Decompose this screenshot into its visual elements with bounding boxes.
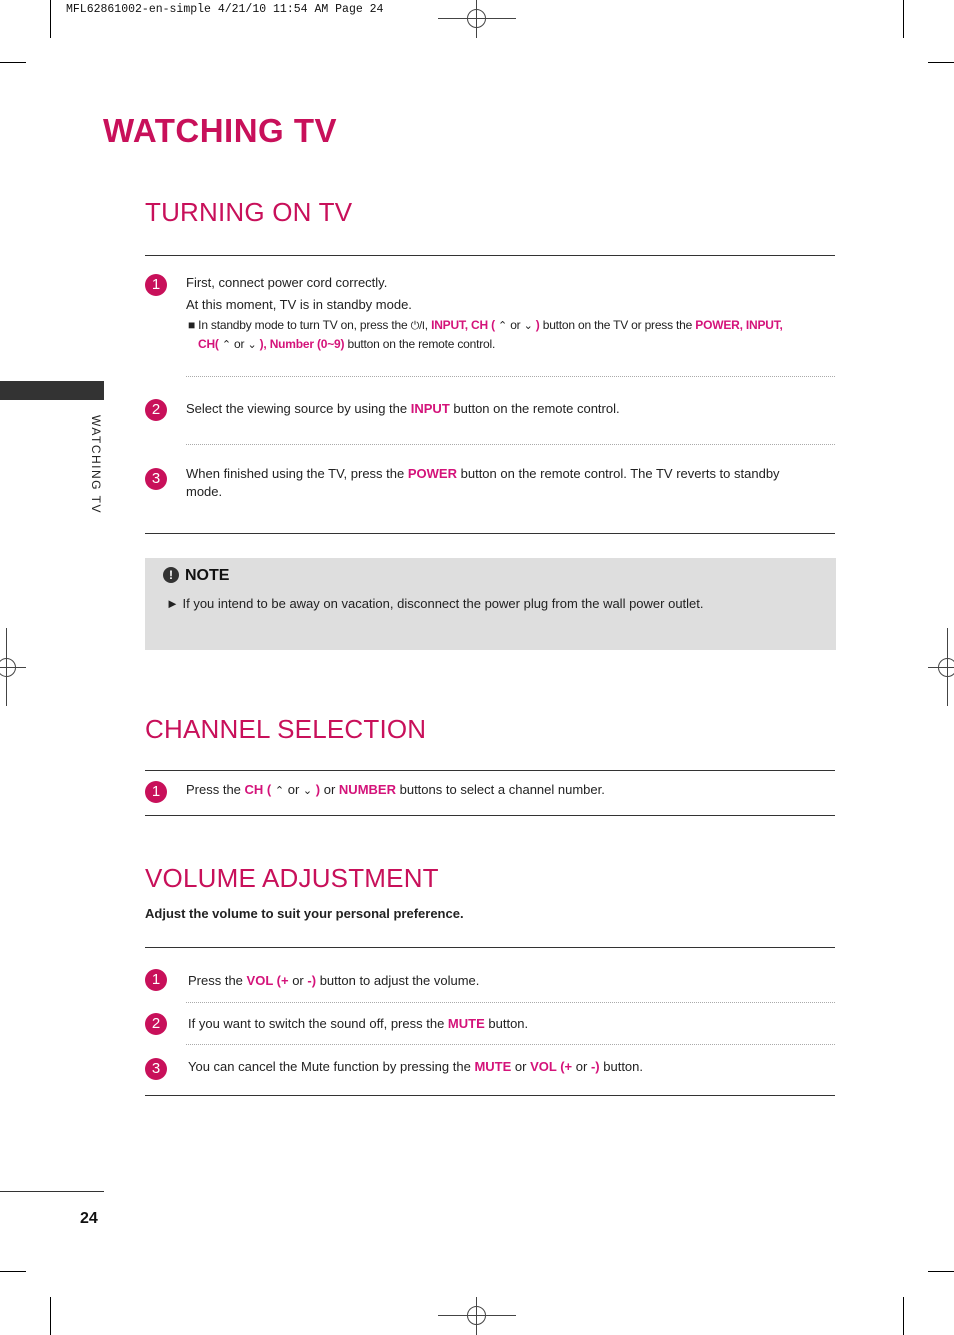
step-text-part: Press the — [186, 782, 241, 797]
down-arrow-icon: ⌄ — [302, 785, 313, 797]
keyword: -) — [307, 973, 317, 988]
section-rule — [145, 770, 835, 771]
up-arrow-icon: ⌃ — [274, 785, 285, 797]
step-text — [186, 782, 605, 797]
crop-mark — [50, 1297, 51, 1335]
step-text-part: buttons to select a channel number. — [399, 782, 605, 797]
keyword: -) — [590, 1059, 600, 1074]
keyword: VOL (+ — [246, 973, 289, 988]
step-number: 2 — [145, 1013, 167, 1035]
step-text: mode. — [186, 484, 223, 499]
crop-mark — [928, 62, 954, 63]
crop-mark — [0, 62, 26, 63]
keyword: CH ( — [244, 782, 272, 797]
step-number: 1 — [145, 781, 167, 803]
keyword: MUTE — [474, 1059, 512, 1074]
up-arrow-icon: ⌃ — [498, 320, 508, 332]
step-text — [188, 1059, 643, 1074]
note-title: NOTE — [185, 567, 230, 584]
step-text-part: Select the viewing source by using the — [186, 401, 408, 416]
down-arrow-icon: ⌄ — [523, 320, 533, 332]
keyword: NUMBER — [338, 782, 396, 797]
keyword: ), Number (0~9) — [259, 337, 345, 351]
section-rule — [145, 255, 835, 256]
step-text-part: or — [292, 973, 304, 988]
keyword: CH( — [198, 337, 219, 351]
step-text-part: or — [514, 1059, 527, 1074]
step-text — [188, 973, 479, 988]
step-text — [186, 466, 780, 481]
step-number: 1 — [145, 274, 167, 296]
step-text: First, connect power cord correctly. — [186, 275, 388, 290]
step-text-part: button on the remote control. The TV reverts to standby — [460, 466, 780, 481]
crop-mark — [928, 1271, 954, 1272]
keyword: ) — [535, 318, 540, 332]
step-text-part: button on the remote control. — [453, 401, 620, 416]
sidebar-tab — [0, 381, 104, 400]
subnote-text: ■ In standby mode to turn TV on, press the — [188, 318, 408, 332]
step-text-part: button to adjust the volume. — [319, 973, 480, 988]
sidebar-label: WATCHING TV — [89, 415, 103, 514]
step-text-part: Press the — [188, 973, 243, 988]
subnote-text: button on the remote control. — [347, 337, 496, 351]
step-text-part: If you want to switch the sound off, press the — [188, 1016, 445, 1031]
keyword: VOL (+ — [530, 1059, 573, 1074]
section-rule — [145, 1095, 835, 1096]
step-text: At this moment, TV is in standby mode. — [186, 297, 412, 312]
crop-mark — [903, 1297, 904, 1335]
up-arrow-icon: ⌃ — [221, 339, 231, 351]
section-title-volume: VOLUME ADJUSTMENT — [145, 863, 439, 893]
keyword: INPUT, CH ( — [431, 318, 495, 332]
keyword: MUTE — [447, 1016, 485, 1031]
step-text-part: or — [575, 1059, 588, 1074]
section-title-channel: CHANNEL SELECTION — [145, 714, 427, 744]
section-title-turning-on: TURNING ON TV — [145, 197, 353, 227]
step-subnote — [188, 318, 783, 333]
subnote-text: , — [424, 318, 428, 332]
keyword: INPUT — [410, 401, 450, 416]
crop-mark — [50, 0, 51, 38]
section-rule — [145, 533, 835, 534]
page-number: 24 — [80, 1210, 98, 1227]
crop-mark — [0, 1271, 26, 1272]
crop-mark — [903, 0, 904, 38]
warning-icon: ! — [163, 567, 179, 583]
step-text — [188, 1016, 528, 1031]
subnote-text: button on the TV or press the — [542, 318, 693, 332]
subnote-text: or — [234, 337, 245, 351]
keyword: POWER, INPUT, — [695, 318, 783, 332]
keyword: ) — [315, 782, 321, 797]
down-arrow-icon: ⌄ — [247, 339, 257, 351]
step-text-part: You can cancel the Mute function by pressing the — [188, 1059, 471, 1074]
divider — [186, 1044, 835, 1045]
page-title: WATCHING TV — [103, 112, 338, 149]
keyword: POWER — [407, 466, 457, 481]
section-rule — [145, 947, 835, 948]
step-text-part: button. — [603, 1059, 644, 1074]
step-number: 2 — [145, 399, 167, 421]
section-subtitle: Adjust the volume to suit your personal preference. — [145, 906, 464, 921]
divider — [186, 444, 835, 445]
power-icon: ⏻/I — [410, 320, 425, 332]
note-text: ► If you intend to be away on vacation, disconnect the power plug from the wall power outlet. — [166, 596, 704, 611]
step-text — [186, 401, 620, 416]
print-header: MFL62861002-en-simple 4/21/10 11:54 AM Page 24 — [66, 3, 384, 16]
step-number: 3 — [145, 468, 167, 490]
divider — [186, 1002, 835, 1003]
step-text-part: When finished using the TV, press the — [186, 466, 405, 481]
subnote-text: or — [510, 318, 521, 332]
step-text-part: or — [287, 782, 300, 797]
step-text-part: or — [323, 782, 336, 797]
step-text-part: button. — [488, 1016, 529, 1031]
step-subnote-cont — [198, 337, 495, 351]
section-rule — [145, 815, 835, 816]
step-number: 3 — [145, 1058, 167, 1080]
footer-rule — [0, 1191, 104, 1192]
step-number: 1 — [145, 969, 167, 991]
divider — [186, 376, 835, 377]
